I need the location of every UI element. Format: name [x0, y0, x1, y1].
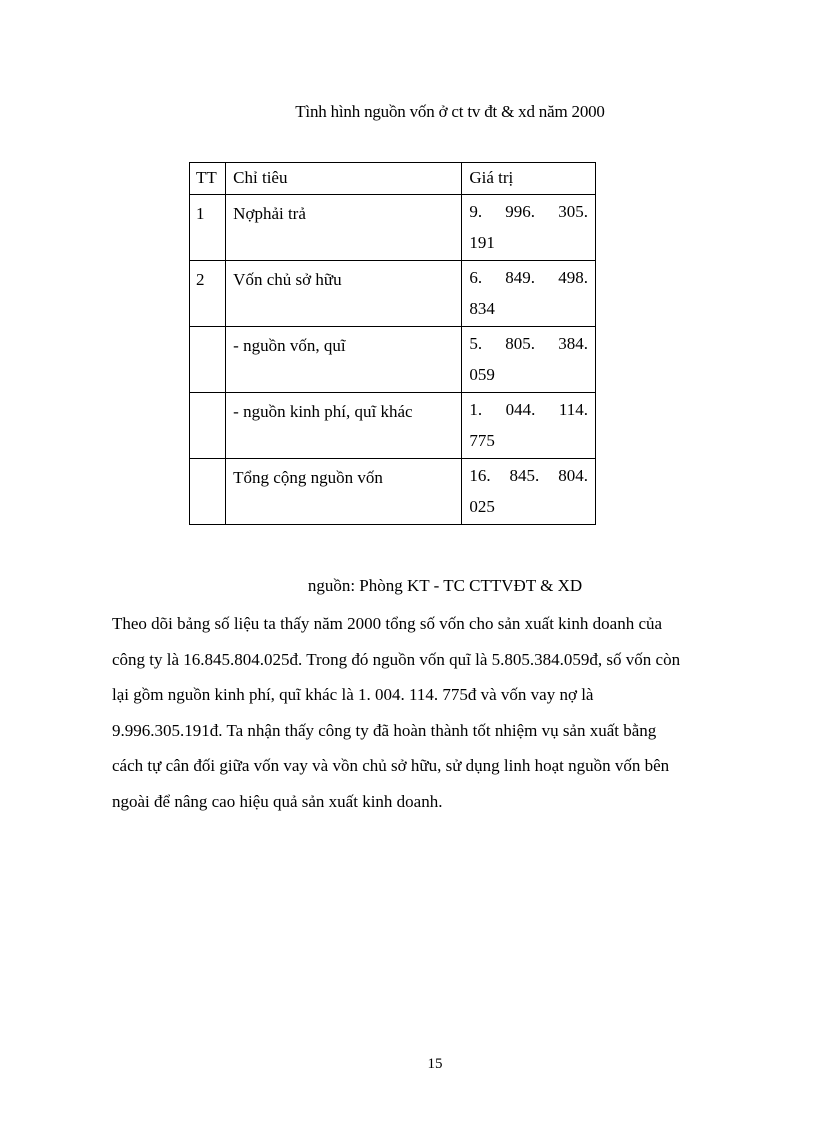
table-row	[190, 195, 596, 261]
value-part: 6.	[469, 268, 483, 287]
paragraph-line: công ty là 16.845.804.025đ. Trong đó nguồn vốn quĩ là 5.805.384.059đ, số vốn còn	[112, 649, 681, 669]
header-cell-tt: TT	[190, 163, 226, 195]
paragraph-line: cách tự cân đối giữa vốn vay và vồn chủ sở hữu, sử dụng linh hoạt nguồn vốn bên	[112, 756, 670, 775]
value-tail: 775	[469, 431, 495, 450]
value-part: 9.	[469, 202, 483, 221]
row-value	[462, 195, 596, 261]
value-part: 849.	[505, 268, 536, 287]
table-row	[190, 393, 596, 459]
paragraph-line: ngoài để nâng cao hiệu quả sản xuất kinh doanh.	[112, 791, 443, 811]
row-indicator: - nguồn vốn, quĩ	[226, 327, 462, 393]
row-number: 2	[190, 261, 226, 327]
value-part: 996.	[505, 202, 536, 221]
row-indicator: - nguồn kinh phí, quĩ khác	[226, 393, 462, 459]
table-row	[190, 327, 596, 393]
value-part: 044.	[505, 400, 536, 419]
body-paragraph	[112, 606, 724, 819]
header-cell-value: Giá trị	[462, 163, 596, 195]
value-part: 498.	[558, 268, 588, 287]
row-value	[462, 459, 596, 525]
capital-table	[189, 162, 596, 525]
value-part: 1.	[469, 400, 483, 419]
value-tail: 025	[469, 497, 495, 516]
table-row	[190, 459, 596, 525]
value-tail: 191	[469, 233, 495, 252]
header-cell-indicator: Chỉ tiêu	[226, 163, 462, 195]
value-part: 845.	[509, 466, 540, 485]
value-part: 114.	[558, 400, 588, 419]
paragraph-line: Theo dõi bảng số liệu ta thấy năm 2000 tổng số vốn cho sản xuất kinh doanh của	[112, 614, 663, 633]
row-value	[462, 261, 596, 327]
value-part: 5.	[469, 334, 483, 353]
value-part: 305.	[558, 202, 588, 221]
row-indicator: Tổng cộng nguồn vốn	[226, 459, 462, 525]
row-number: 1	[190, 195, 226, 261]
row-value	[462, 327, 596, 393]
value-part: 805.	[505, 334, 536, 353]
table-row	[190, 261, 596, 327]
page-number: 15	[427, 1056, 443, 1072]
value-tail: 059	[469, 365, 495, 384]
value-part: 384.	[558, 334, 588, 353]
row-value	[462, 393, 596, 459]
page-title: Tình hình nguồn vốn ở ct tv đt & xd năm 2000	[295, 102, 605, 121]
paragraph-line: 9.996.305.191đ. Ta nhận thấy công ty đã hoàn thành tốt nhiệm vụ sản xuất bằng	[112, 720, 657, 740]
row-number	[190, 393, 226, 459]
table-source-note: nguồn: Phòng KT - TC CTTVĐT & XD	[307, 576, 583, 595]
paragraph-line: lại gồm nguồn kinh phí, quĩ khác là 1. 004. 114. 775đ và vốn vay nợ là	[112, 685, 594, 704]
row-number	[190, 327, 226, 393]
value-part: 16.	[469, 466, 491, 485]
table-header-row	[190, 163, 596, 195]
row-indicator: Vốn chủ sở hữu	[226, 261, 462, 327]
value-part: 804.	[558, 466, 588, 485]
row-number	[190, 459, 226, 525]
value-tail: 834	[469, 299, 495, 318]
row-indicator: Nợphải trả	[226, 195, 462, 261]
